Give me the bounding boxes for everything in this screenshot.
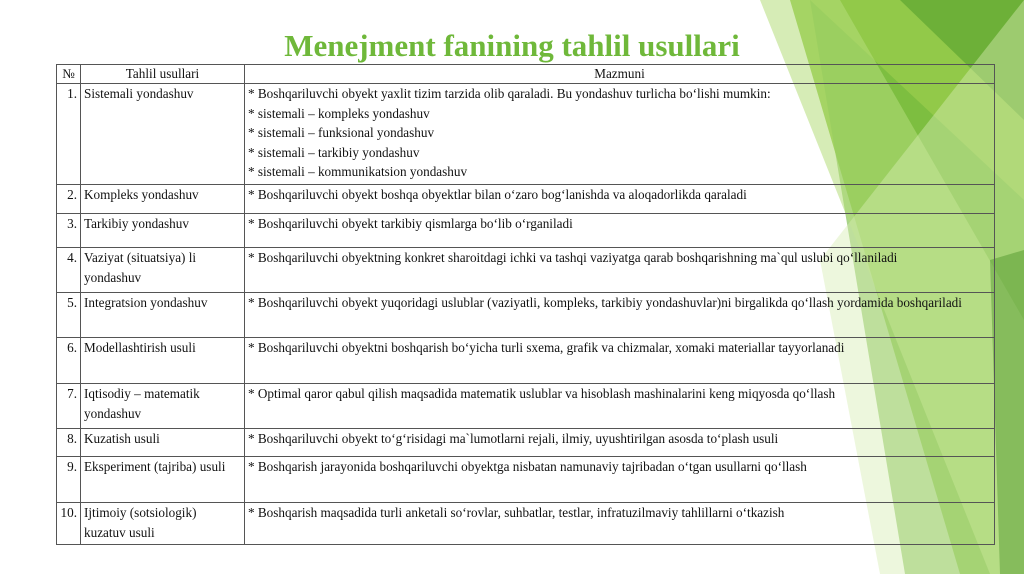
row-number: 3. — [57, 214, 81, 248]
row-method: Kompleks yondashuv — [81, 185, 245, 214]
content-line: * Boshqariluvchi obyekt tarkibiy qismlarga bo‘lib o‘rganiladi — [248, 216, 573, 231]
row-number: 8. — [57, 429, 81, 457]
row-number: 5. — [57, 293, 81, 338]
row-content — [245, 338, 995, 384]
content-line: * Optimal qaror qabul qilish maqsadida matematik uslublar va hisoblash mashinalarini keng miqyosda qo‘llash — [248, 386, 836, 401]
row-method: Iqtisodiy – matematik yondashuv — [81, 384, 245, 429]
table-row — [57, 84, 995, 185]
table-row — [57, 214, 995, 248]
table-row — [57, 293, 995, 338]
row-number: 9. — [57, 457, 81, 503]
header-number: № — [57, 65, 81, 84]
row-number: 6. — [57, 338, 81, 384]
content-line: * sistemali – funksional yondashuv — [248, 125, 435, 140]
row-number: 2. — [57, 185, 81, 214]
table-row — [57, 384, 995, 429]
row-method: Vaziyat (situatsiya) li yondashuv — [81, 248, 245, 293]
content-line: * Boshqariluvchi obyekt boshqa obyektlar bilan o‘zaro bog‘lanishda va aloqadorlikda qaraladi — [248, 187, 747, 202]
methods-table — [56, 64, 995, 545]
row-method: Eksperiment (tajriba) usuli — [81, 457, 245, 503]
row-number: 7. — [57, 384, 81, 429]
content-line: * Boshqarish maqsadida turli anketali so‘rovlar, suhbatlar, testlar, infratuzilmaviy tahlillarni o‘tkazish — [248, 505, 785, 520]
table-row — [57, 338, 995, 384]
table-row — [57, 503, 995, 545]
row-method: Sistemali yondashuv — [81, 84, 245, 185]
header-method: Tahlil usullari — [81, 65, 245, 84]
content-line: * sistemali – tarkibiy yondashuv — [248, 144, 420, 160]
row-content — [245, 214, 995, 248]
table-row — [57, 457, 995, 503]
content-line: * Boshqariluvchi obyektni boshqarish bo‘yicha turli sxema, grafik va chizmalar, xomaki materiallar tayyorlanadi — [248, 340, 845, 355]
content-line: * Boshqariluvchi obyekt to‘g‘risidagi ma`lumotlarni rejali, ilmiy, uyushtirilgan asosda to‘plash usuli — [248, 431, 779, 446]
content-line: * Boshqariluvchi obyektning konkret sharoitdagi ichki va tashqi vaziyatga qarab boshqarishning ma`qul uslubi qo‘llaniladi — [248, 250, 898, 265]
table-row — [57, 185, 995, 214]
row-content — [245, 457, 995, 503]
table-row — [57, 429, 995, 457]
slide-title: Menejment fanining tahlil usullari — [284, 28, 740, 63]
row-content — [245, 384, 995, 429]
row-method: Ijtimoiy (sotsiologik) kuzatuv usuli — [81, 503, 245, 545]
row-method: Modellashtirish usuli — [81, 338, 245, 384]
row-content — [245, 185, 995, 214]
content-line: * sistemali – kommunikatsion yondashuv — [248, 164, 468, 179]
row-method: Integratsion yondashuv — [81, 293, 245, 338]
content-line: * Boshqariluvchi obyekt yaxlit tizim tarzida olib qaraladi. Bu yondashuv turlicha bo‘lishi mumkin: — [248, 86, 771, 101]
row-number: 1. — [57, 84, 81, 185]
row-method: Tarkibiy yondashuv — [81, 214, 245, 248]
row-content — [245, 84, 995, 185]
table-row — [57, 248, 995, 293]
table-header-row — [57, 65, 995, 84]
content-line: * Boshqariluvchi obyekt yuqoridagi uslublar (vaziyatli, kompleks, tarkibiy yondashuvlar)ni birgalikda qo‘llash yordamida boshqariladi — [248, 295, 962, 310]
row-number: 10. — [57, 503, 81, 545]
content-line: * Boshqarish jarayonida boshqariluvchi obyektga nisbatan namunaviy tajribadan o‘tgan usullarni qo‘llash — [248, 459, 807, 474]
row-content — [245, 429, 995, 457]
row-content — [245, 248, 995, 293]
row-method: Kuzatish usuli — [81, 429, 245, 457]
content-line: * sistemali – kompleks yondashuv — [248, 105, 430, 121]
header-content: Mazmuni — [245, 65, 995, 84]
row-number: 4. — [57, 248, 81, 293]
row-content — [245, 293, 995, 338]
row-content — [245, 503, 995, 545]
